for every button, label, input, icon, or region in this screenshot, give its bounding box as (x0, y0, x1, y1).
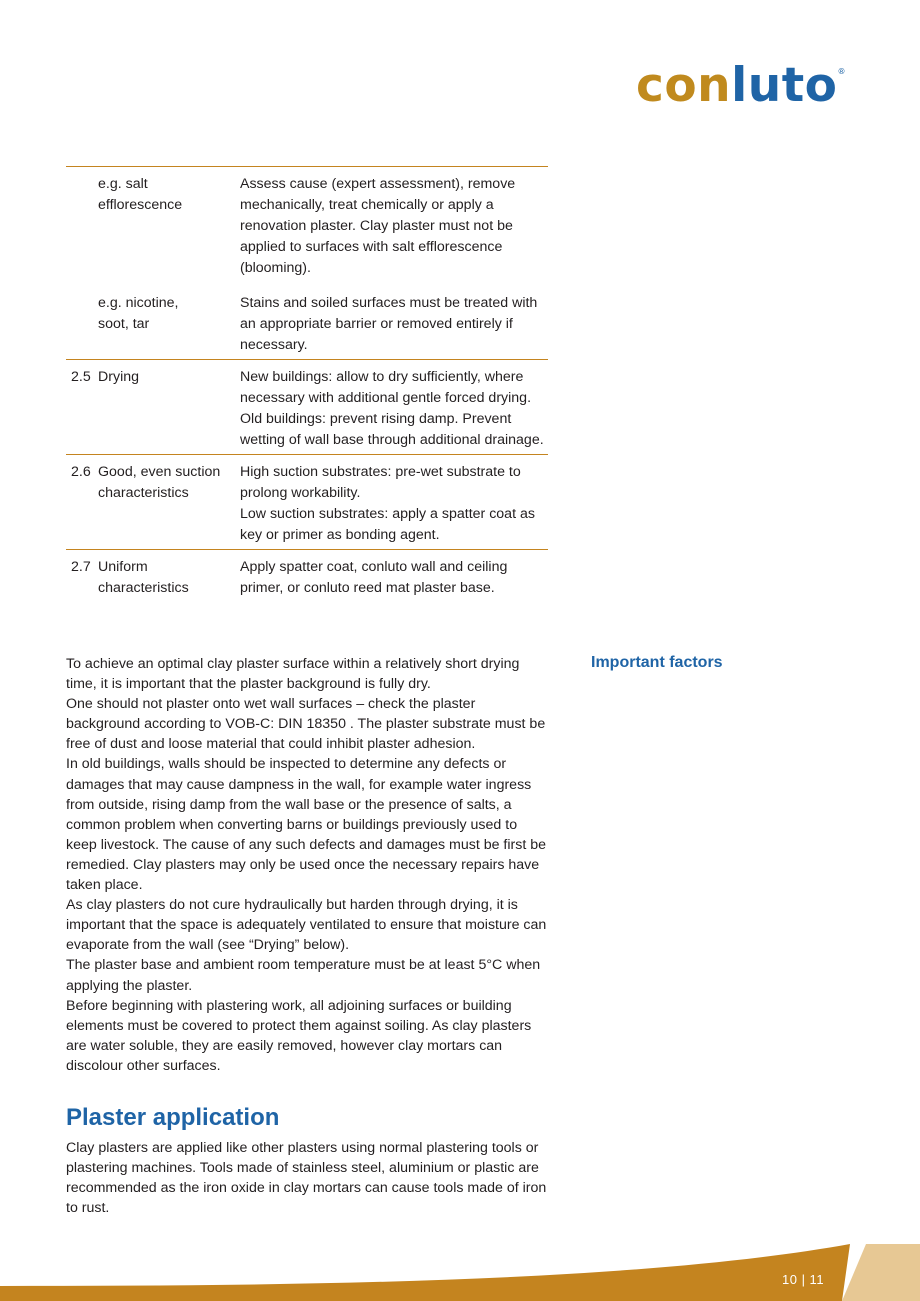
row-description-line: Apply spatter coat, conluto wall and ceiling primer, or conluto reed mat plaster base. (240, 559, 508, 596)
table-row (66, 462, 548, 546)
row-description (240, 462, 548, 546)
body-paragraph: As clay plasters do not cure hydraulically but harden through drying, it is important that the space is adequately ventilated to ensure that moisture can evaporate from the wall (see “Drying” below). (66, 897, 547, 954)
table-row (66, 293, 548, 356)
body-paragraph: One should not plaster onto wet wall surfaces – check the plaster background according to VOB-C: DIN 18350 . The plaster substrate must be free of dust and loose material that could inhibit plaster adhesion. (66, 696, 546, 753)
row-description-line: Low suction substrates: apply a spatter coat as key or primer as bonding agent. (240, 506, 535, 543)
row-label-line: characteristics (98, 485, 189, 501)
row-number (66, 174, 98, 279)
body-paragraph: To achieve an optimal clay plaster surface within a relatively short drying time, it is important that the plaster background is fully dry. (66, 656, 520, 693)
table-group (66, 549, 548, 602)
row-label-line: soot, tar (98, 316, 150, 332)
footer-gold-band (0, 1244, 850, 1301)
row-label-line: characteristics (98, 580, 189, 596)
row-label (98, 367, 240, 451)
row-label (98, 174, 240, 279)
row-description (240, 367, 548, 451)
row-description-line: Old buildings: prevent rising damp. Prevent wetting of wall base through additional drainage. (240, 411, 544, 448)
row-label (98, 557, 240, 599)
row-description (240, 293, 548, 356)
row-label-line: Good, even suction (98, 464, 221, 480)
row-description-line: High suction substrates: pre-wet substrate to prolong workability. (240, 464, 521, 501)
row-label-line: e.g. nicotine, (98, 295, 179, 311)
row-number: 2.6 (71, 464, 91, 480)
table-group (66, 359, 548, 454)
table-group (66, 454, 548, 549)
row-description-line: New buildings: allow to dry sufficiently, where necessary with additional gentle forced drying. (240, 369, 532, 406)
logo-part-luto: luto (731, 58, 838, 113)
table-group (66, 166, 548, 359)
substrate-requirements-table (66, 166, 548, 602)
body-paragraph: Before beginning with plastering work, all adjoining surfaces or building elements must be covered to protect them against soiling. As clay plasters are water soluble, they are easily removed, however clay mortars can discolour other surfaces. (66, 997, 532, 1074)
row-number (66, 293, 98, 356)
body-paragraph: In old buildings, walls should be inspected to determine any defects or damages that may cause dampness in the wall, for example water ingress from outside, rising damp from the wall base or the presence of salts, a common problem when converting barns or buildings previously used to keep livestock. The cause of any such defects and damages must be first be remedied. Clay plasters may only be used once the necessary repairs have taken place. (66, 756, 547, 894)
table-row (66, 174, 548, 279)
row-label (98, 293, 240, 356)
table-row (66, 367, 548, 451)
row-description-line: Assess cause (expert assessment), remove mechanically, treat chemically or apply a renovation plaster. Clay plaster must not be applied to surfaces with salt efflorescence (blooming). (240, 176, 516, 276)
row-description (240, 557, 548, 599)
row-label-line: efflorescence (98, 197, 183, 213)
row-number: 2.7 (71, 559, 91, 575)
footer-swoosh (0, 1230, 920, 1301)
row-label-line: Uniform (98, 559, 148, 575)
table-row (66, 557, 548, 599)
row-description (240, 174, 548, 279)
section-text-plaster-application: Clay plasters are applied like other plasters using normal plastering tools or plastering machines. Tools made of stainless steel, aluminium or plastic are recommended as the iron oxide in clay mortars can cause tools made of iron to rust. (66, 1140, 547, 1217)
row-label-line: e.g. salt (98, 176, 148, 192)
conluto-logo (636, 58, 846, 113)
footer-light-band (842, 1244, 920, 1301)
section-heading-plaster-application: Plaster application (66, 1104, 280, 1131)
registered-mark: ® (837, 67, 846, 76)
logo-part-con: con (636, 58, 732, 113)
sidebar-heading-important-factors: Important factors (591, 654, 723, 671)
body-paragraph: The plaster base and ambient room temperature must be at least 5°C when applying the plaster. (66, 957, 541, 994)
body-text (66, 654, 550, 1076)
page-numbers: 10 | 11 (782, 1272, 825, 1287)
row-label (98, 462, 240, 546)
row-number: 2.5 (71, 369, 91, 385)
row-label-line: Drying (98, 369, 139, 385)
row-description-line: Stains and soiled surfaces must be treated with an appropriate barrier or removed entirely if necessary. (240, 295, 538, 353)
